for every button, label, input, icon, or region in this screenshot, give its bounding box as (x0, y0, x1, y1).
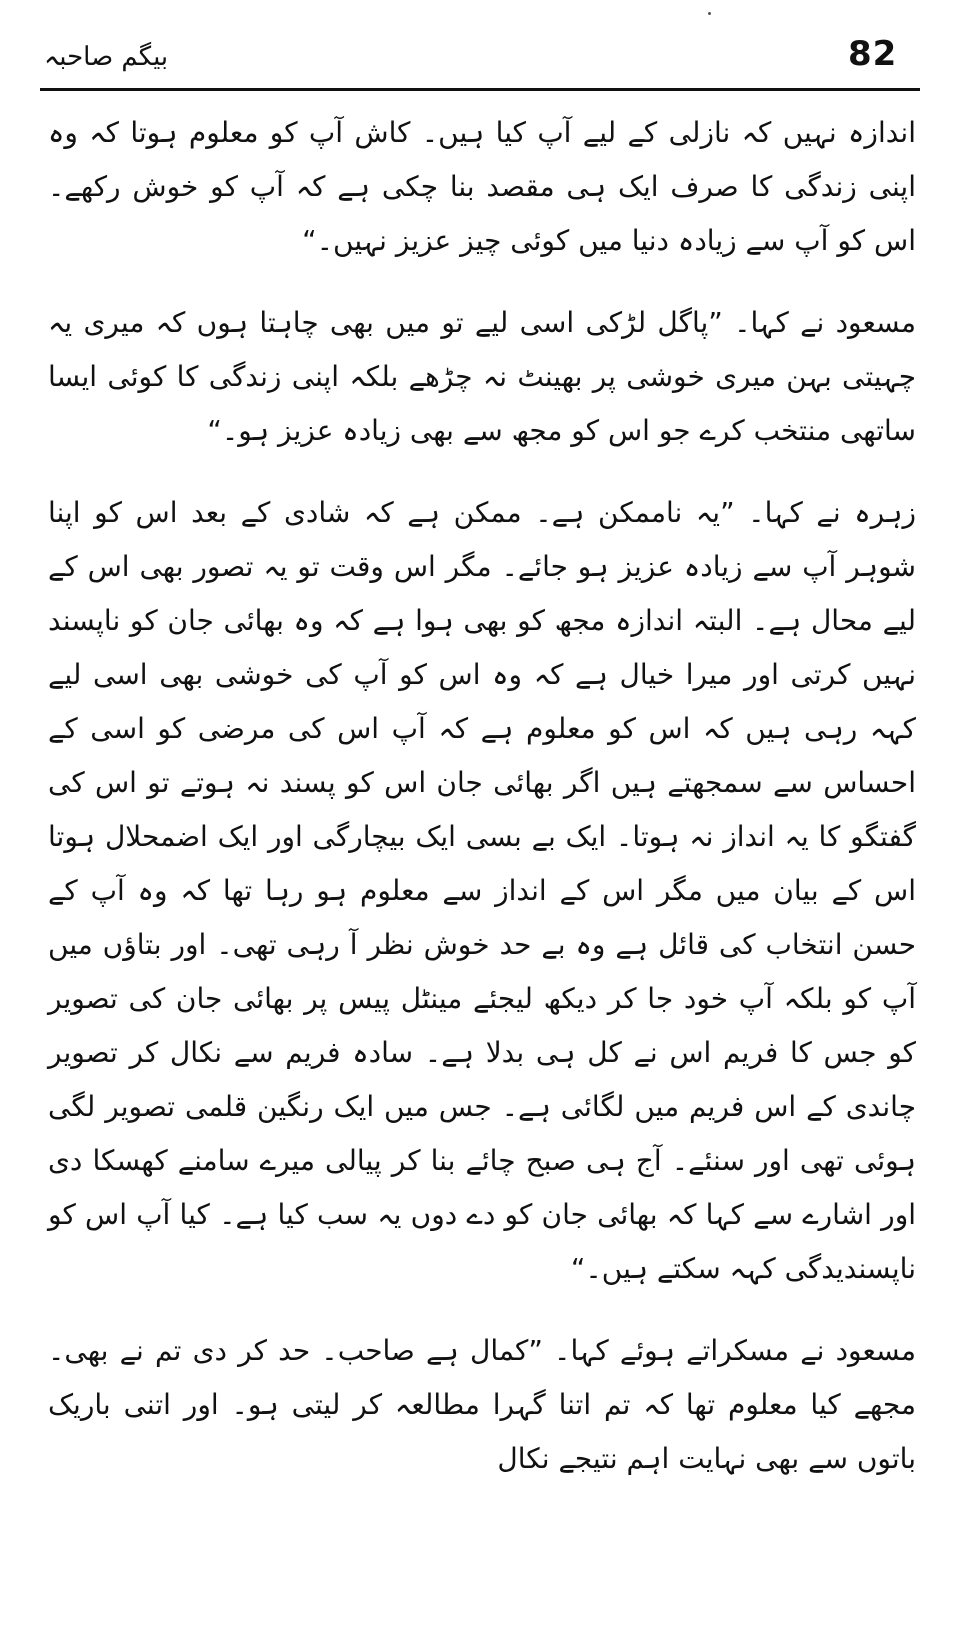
body-text (48, 106, 916, 1486)
paragraph-2: مسعود نے کہا۔ ”پاگل لڑکی اسی لیے تو میں بھی چاہتا ہوں کہ میری یہ چہیتی بہن میری خوشی پر بھینٹ نہ چڑھے بلکہ اپنی زندگی کا کوئی ایسا ساتھی منتخب کرے جو اس کو مجھ سے بھی زیادہ عزیز ہو۔“ (48, 306, 916, 447)
page-number: 82 (848, 34, 898, 74)
paragraph-4: مسعود نے مسکراتے ہوئے کہا۔ ”کمال ہے صاحب۔ حد کر دی تم نے بھی۔ مجھے کیا معلوم تھا کہ تم اتنا گہرا مطالعہ کر لیتی ہو۔ اور اتنی باریک باتوں سے بھی نہایت اہم نتیجے نکال (48, 1334, 916, 1475)
scan-speck (708, 12, 711, 15)
running-title: بیگم صاحبہ (44, 42, 169, 72)
paragraph-1: اندازہ نہیں کہ نازلی کے لیے آپ کیا ہیں۔ کاش آپ کو معلوم ہوتا کہ وہ اپنی زندگی کا صرف ایک ہی مقصد بنا چکی ہے کہ آپ کو خوش رکھے۔ اس کو آپ سے زیادہ دنیا میں کوئی چیز عزیز نہیں۔“ (48, 116, 916, 257)
header-rule (40, 88, 920, 91)
paragraph-3: زہرہ نے کہا۔ ”یہ ناممکن ہے۔ ممکن ہے کہ شادی کے بعد اس کو اپنا شوہر آپ سے زیادہ عزیز ہو جائے۔ مگر اس وقت تو یہ تصور بھی اس کے لیے محال ہے۔ البتہ اندازہ مجھ کو بھی ہوا ہے کہ وہ بھائی جان کو ناپسند نہیں کرتی اور میرا خیال ہے کہ وہ اس کو آپ کی خوشی بھی اسی لیے کہہ رہی ہیں کہ اس کو معلوم ہے کہ آپ اس کی مرضی کو اسی کے احساس سے سمجھتے ہیں اگر بھائی جان اس کو پسند نہ ہوتے تو اس کی گفتگو کا یہ انداز نہ ہوتا۔ ایک بے بسی ایک بیچارگی اور ایک اضمحلال ہوتا اس کے بیان میں مگر اس کے انداز سے معلوم ہو رہا تھا کہ وہ آپ کے حسن انتخاب کی قائل ہے وہ بے حد خوش نظر آ رہی تھی۔ اور بتاؤں میں آپ کو بلکہ آپ خود جا کر دیکھ لیجئے مینٹل پیس پر بھائی جان کی تصویر کو جس کا فریم اس نے کل ہی بدلا ہے۔ سادہ فریم سے نکال کر تصویر چاندی کے اس فریم میں لگائی ہے۔ جس میں ایک رنگین قلمی تصویر لگی ہوئی تھی اور سنئے۔ آج ہی صبح چائے بنا کر پیالی میرے سامنے کھسکا دی اور اشارے سے کہا کہ بھائی جان کو دے دوں یہ سب کیا ہے۔ کیا آپ اس کو ناپسندیدگی کہہ سکتے ہیں۔“ (48, 496, 916, 1285)
page-header (40, 28, 920, 92)
